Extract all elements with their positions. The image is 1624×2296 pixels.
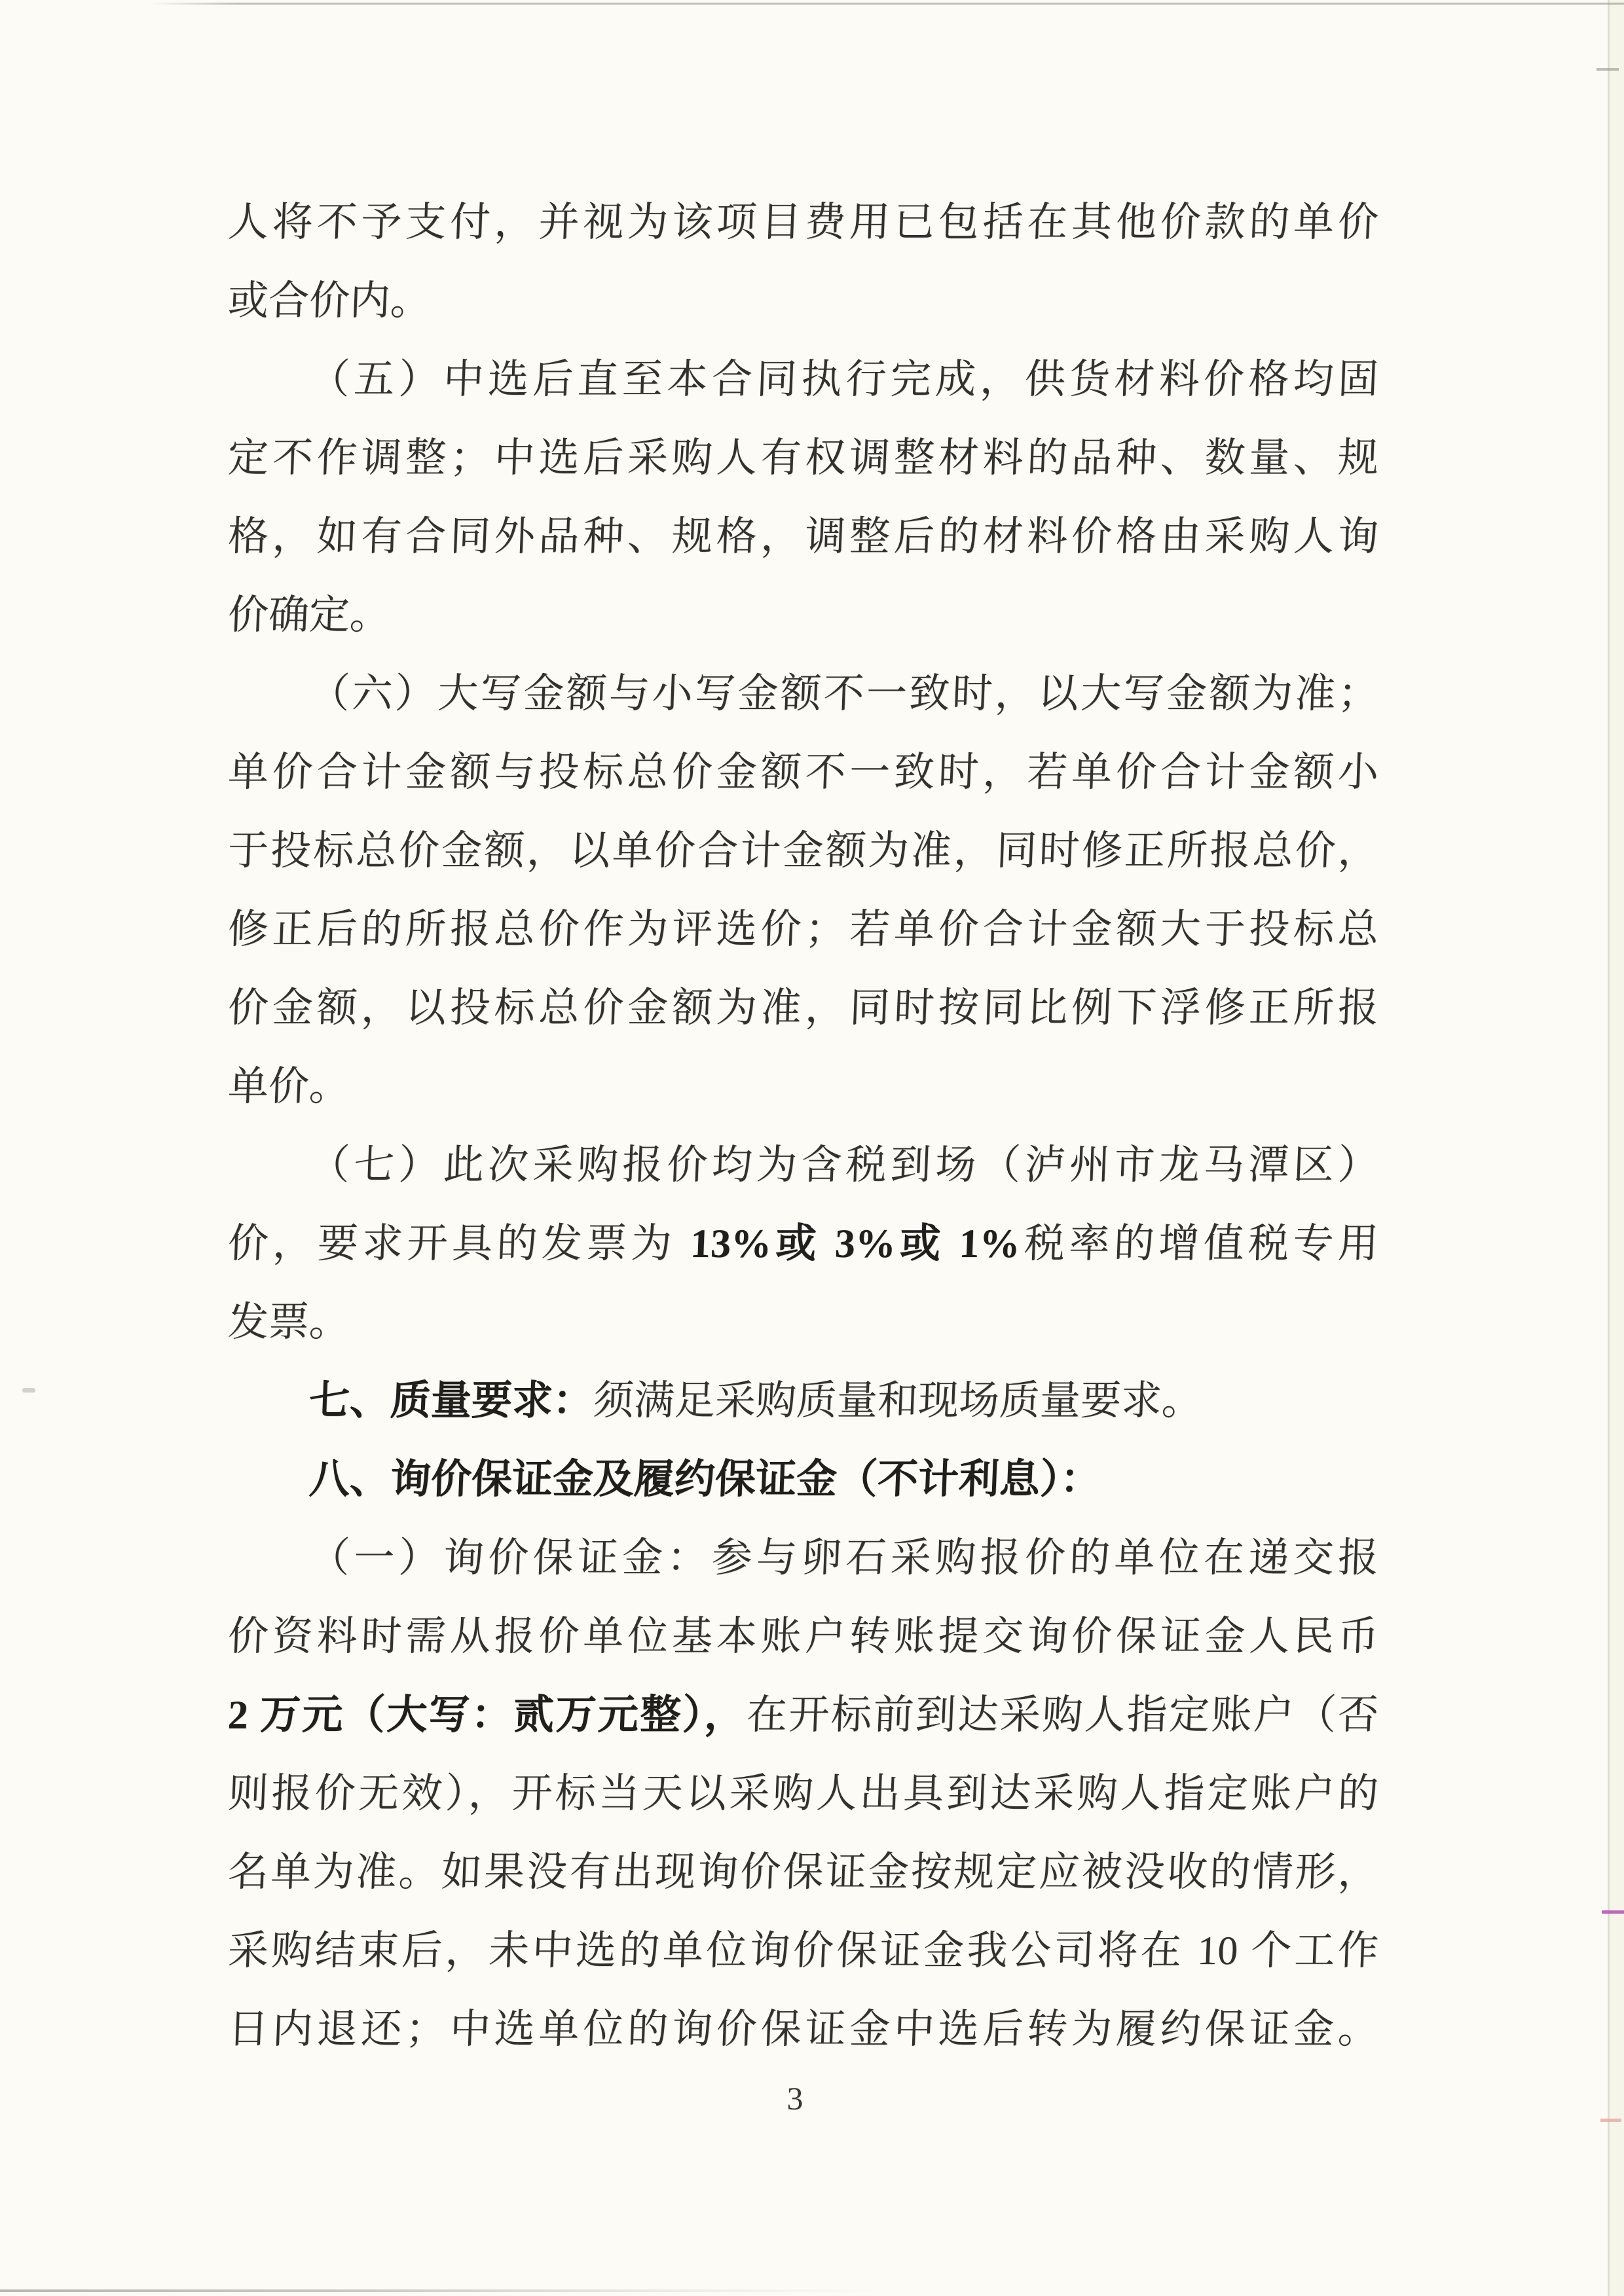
scan-tick-gray — [1596, 68, 1619, 71]
text-segment: （五）中选后直至本合同执行完成，供货材料价格均固 — [308, 357, 1380, 402]
text-line — [227, 969, 1380, 1048]
text-line — [227, 1676, 1380, 1755]
text-line — [227, 1440, 1380, 1519]
text-line — [227, 419, 1380, 498]
text-line — [227, 1283, 1380, 1362]
text-line — [227, 1833, 1380, 1912]
text-line — [227, 655, 1380, 733]
text-segment: 修正后的所报总价作为评选价；若单价合计金额大于投标总 — [227, 907, 1380, 952]
text-line — [227, 1755, 1380, 1833]
text-line — [227, 1519, 1380, 1597]
text-segment: 人将不予支付，并视为该项目费用已包括在其他价款的单价 — [227, 200, 1380, 245]
text-segment: 定不作调整；中选后采购人有权调整材料的品种、数量、规 — [227, 436, 1380, 481]
text-segment-bold: 2 万元（大写：贰万元整）， — [227, 1693, 748, 1738]
page-number: 3 — [786, 2080, 803, 2117]
scan-edge-right-line — [1608, 0, 1610, 2296]
text-segment-bold: 八、询价保证金及履约保证金（不计利息）： — [308, 1457, 1102, 1502]
text-segment: 格，如有合同外品种、规格，调整后的材料价格由采购人询 — [227, 515, 1380, 559]
text-line — [227, 183, 1380, 262]
text-segment: 采购结束后，未中选的单位询价保证金我公司将在 10 个工作 — [227, 1929, 1380, 1973]
text-line — [227, 1126, 1380, 1205]
text-segment: 发票。 — [227, 1300, 351, 1345]
text-segment-bold: 七、质量要求： — [308, 1379, 595, 1423]
text-segment: 日内退还；中选单位的询价保证金中选后转为履约保证金。 — [227, 2007, 1380, 2052]
text-line — [227, 576, 1380, 655]
text-segment: 须满足采购质量和现场质量要求。 — [592, 1379, 1204, 1423]
text-line — [227, 812, 1380, 890]
text-segment: 税率的增值税专用 — [1019, 1222, 1380, 1266]
scan-tick-magenta — [1602, 1910, 1624, 1914]
text-line — [227, 1205, 1380, 1283]
text-line — [227, 1912, 1380, 1990]
text-segment: 价，要求开具的发票为 — [227, 1222, 692, 1266]
text-segment: 则报价无效），开标当天以采购人出具到达采购人指定账户的 — [227, 1772, 1380, 1816]
text-segment: （一）询价保证金：参与卵石采购报价的单位在递交报 — [308, 1536, 1380, 1580]
text-line — [227, 1990, 1380, 2069]
scan-edge-right-strip — [1610, 0, 1624, 2296]
text-segment: 单价合计金额与投标总价金额不一致时，若单价合计金额小 — [227, 750, 1380, 795]
text-segment: 于投标总价金额，以单价合计金额为准，同时修正所报总价， — [227, 829, 1380, 873]
text-segment: 在开标前到达采购人指定账户（否 — [745, 1693, 1380, 1738]
text-line — [227, 1597, 1380, 1676]
text-segment: （七）此次采购报价均为含税到场（泸州市龙马潭区） — [308, 1143, 1380, 1188]
text-line — [227, 340, 1380, 419]
text-line — [227, 733, 1380, 812]
scan-edge-bottom — [0, 2289, 877, 2292]
text-line — [227, 498, 1380, 576]
text-line — [227, 890, 1380, 969]
text-line — [227, 1048, 1380, 1126]
text-segment: 单价。 — [227, 1065, 351, 1109]
text-segment: 价资料时需从报价单位基本账户转账提交询价保证金人民币 — [227, 1614, 1380, 1659]
text-segment: （六）大写金额与小写金额不一致时，以大写金额为准； — [308, 672, 1380, 716]
text-line — [227, 262, 1380, 340]
scan-edge-top — [149, 3, 1624, 5]
text-line — [227, 1362, 1380, 1440]
text-segment: 名单为准。如果没有出现询价保证金按规定应被没收的情形， — [227, 1850, 1380, 1895]
scan-speck — [22, 1388, 35, 1393]
text-segment: 价确定。 — [227, 593, 392, 638]
text-segment: 或合价内。 — [227, 279, 432, 323]
text-segment-bold: 13%或 3%或 1% — [689, 1222, 1021, 1266]
document-text-block — [228, 183, 1378, 2069]
text-segment: 价金额，以投标总价金额为准，同时按同比例下浮修正所报 — [227, 986, 1380, 1030]
